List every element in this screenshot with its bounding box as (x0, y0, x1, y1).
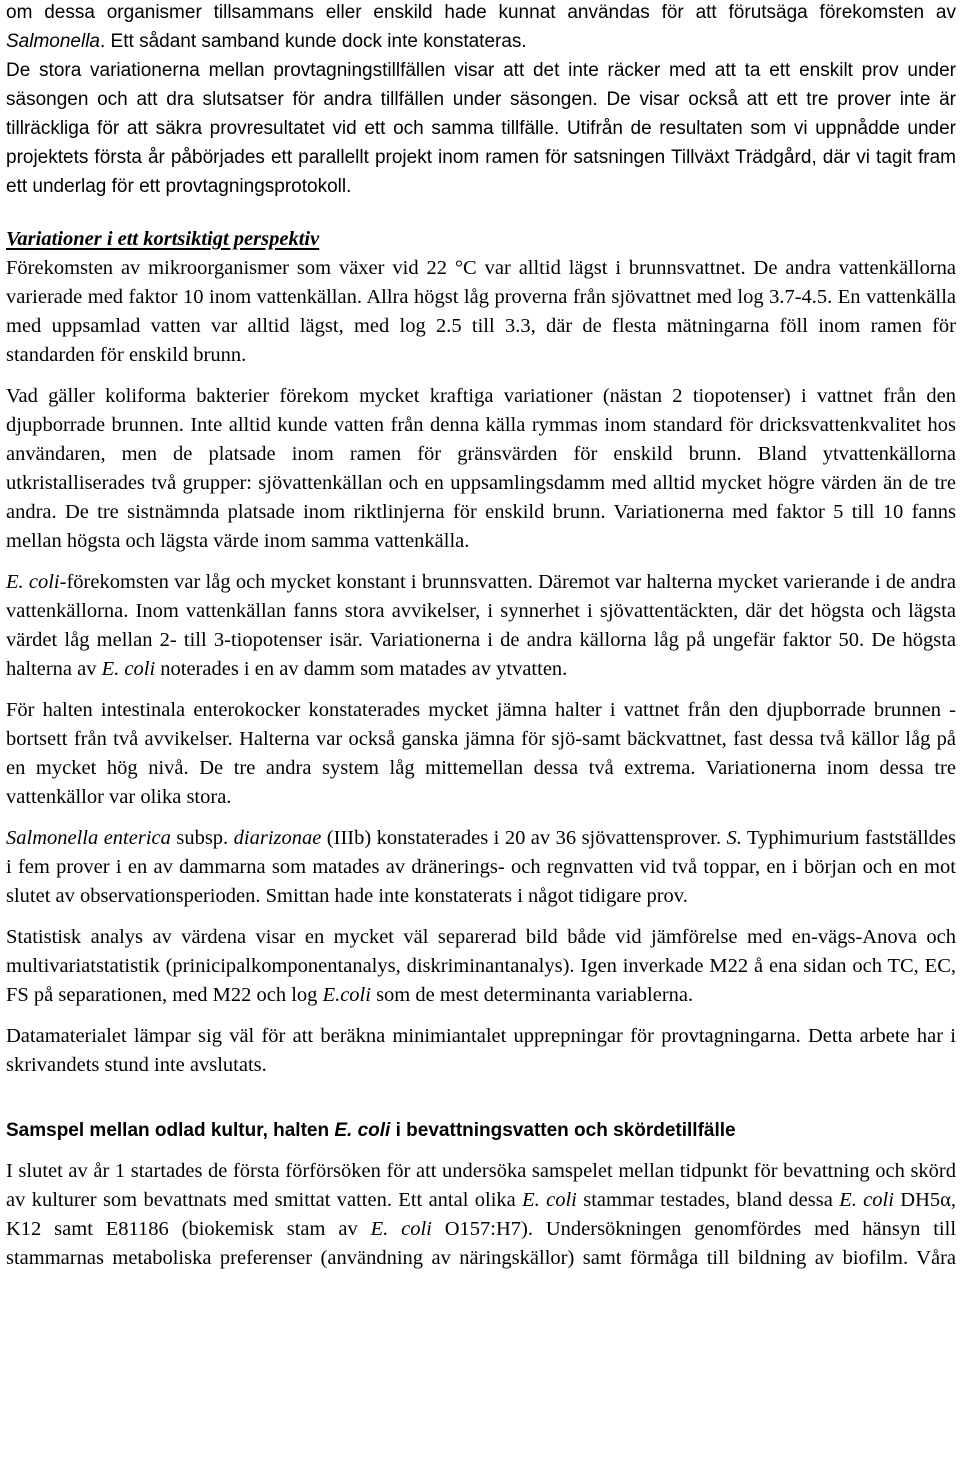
text-run: . Ett sådant samband kunde dock inte konstateras. (100, 31, 527, 52)
heading-run: Samspel mellan odlad kultur, halten (6, 1120, 335, 1141)
text-run: (IIIb) konstaterades i 20 av 36 sjövattensprover. (321, 827, 727, 849)
text-run: Statistisk analys av värdena visar en mycket väl separerad bild både vid jämförelse med en-vägs-Anova och multivariatstatistik (prinicipalkomponentanalys, diskriminantanalys). Igen inverkade M22 å ena sidan och TC, EC, FS på separationen, med M22 och log (6, 926, 956, 1006)
organism-name: Salmonella (6, 31, 100, 52)
text-run: DH5α, K12 samt E81186 (biokemisk stam av (6, 1189, 957, 1240)
organism-name: E. coli (839, 1189, 894, 1211)
paragraph-data-material: Datamaterialet lämpar sig väl för att beräkna minimiantalet upprepningar för provtagningarna. Detta arbete har i skrivandets stund inte avslutats. (6, 1025, 956, 1076)
organism-name: E. coli (334, 1120, 391, 1141)
text-run: stammar testades, bland dessa (576, 1189, 840, 1211)
subheading-short-term-variation: Variationer i ett kortsiktigt perspektiv (6, 228, 320, 250)
text-run: -förekomsten var låg och mycket konstant i brunnsvatten. Däremot var halterna mycket varierande i de andra vattenkällorna. Inom vattenkällan fanns stora avvikelser, i synnerhet i sjövattentäckten, där det högsta och lägsta värdet låg mellan 2- till 3-tiopotenser isär. Variationerna i de andra källorna låg på ungefär faktor 50. De högsta halterna av (6, 571, 957, 680)
paragraph-enterococci: För halten intestinala enterokocker konstaterades mycket jämna halter i vattnet från den djupborrade brunnen - bortsett från två avvikelser. Halterna var också ganska jämna för sjö-samt bäckvattnet, fast dessa två källor låg på en mycket hög nivå. De tre andra system låg mittemellan dessa två extrema. Variationerna inom dessa tre vattenkällor var olika stora. (6, 699, 956, 808)
text-run: O157:H7). Undersökningen genomfördes med hänsyn till stammarnas metaboliska preferenser (användning av näringskällor) samt förmåga till bildning av biofilm. Våra (6, 1218, 957, 1269)
text-run: I slutet av år 1 startades de första förförsöken för att undersöka samspelet mellan tidpunkt för bevattning och skörd av kulturer som bevattnats med smittat vatten. Ett antal olika (6, 1160, 956, 1211)
paragraph-coliform-bacteria: Vad gäller koliforma bakterier förekom mycket kraftiga variationer (nästan 2 tiopotenser) i vattnet från den djupborrade brunnen. Inte alltid kunde vatten från denna källa rymmas inom standard för dricksvattenkvalitet hos användaren, men de platsade inom ramen för gränsvärden för enskild brunn. Bland ytvattenkällorna utkristalliserades två grupper: sjövattenkällan och en uppsamlingsdamm med alltid mycket högre värden än de tre andra. De tre sistnämnda platsade inom riktlinjerna för enskild brunn. Variationerna med faktor 5 till 10 fanns mellan högsta och lägsta värde inom samma vattenkälla. (6, 385, 956, 552)
paragraph-pilot-trials (6, 1157, 956, 1273)
section-heading-interaction (6, 1116, 956, 1145)
organism-name: E.coli (322, 984, 371, 1006)
text-run: subsp. (170, 827, 234, 849)
organism-name: E. coli (101, 658, 156, 680)
text-run: Typhimurium fastställdes i fem prover i en av dammarna som matades av dränerings- och regnvatten vid två toppar, en i början och en mot slutet av observationsperioden. Smittan hade inte konstaterats i något tidigare prov. (6, 827, 956, 907)
organism-name: Salmonella enterica (6, 827, 171, 849)
paragraph-sampling-variation: De stora variationerna mellan provtagningstillfällen visar att det inte räcker med att ta ett enskilt prov under säsongen och att dra slutsatser för andra tillfällen under säsongen. De visar också att ett tre prover inte är tillräckliga för att säkra provresultatet vid ett och samma tillfälle. Utifrån de resultaten som vi uppnådde under projektets första år påbörjades ett parallellt projekt inom ramen för satsningen Tillväxt Trädgård, där vi tagit fram ett underlag för ett provtagningsprotokoll. (6, 60, 956, 197)
paragraph-statistical-analysis (6, 923, 956, 1010)
paragraph-salmonella-findings (6, 824, 956, 911)
paragraph-microorganisms-22c: Förekomsten av mikroorganismer som växer vid 22 °C var alltid lägst i brunnsvattnet. De andra vattenkällorna varierade med faktor 10 inom vattenkällan. Allra högst låg proverna från sjövattnet med log 3.7-4.5. En vattenkälla med uppsamlad vatten var alltid lägst, med log 2.5 till 3.3, där de flesta mätningarna föll inom ramen för standarden för enskild brunn. (6, 257, 956, 366)
organism-name: E. coli (370, 1218, 432, 1240)
text-run: som de mest determinanta variablerna. (370, 984, 694, 1006)
organism-name: E. coli (522, 1189, 577, 1211)
paragraph-e-coli-occurrence (6, 568, 956, 684)
text-run: om dessa organismer tillsammans eller enskild hade kunnat användas för att förutsäga förekomsten av (6, 2, 956, 23)
organism-name: E. coli (6, 571, 60, 593)
text-run: noterades i en av damm som matades av ytvatten. (155, 658, 568, 680)
paragraph-salmonella-prediction (6, 0, 956, 56)
document-page (6, 0, 956, 1273)
organism-name: S. (726, 827, 742, 849)
organism-name: diarizonae (233, 827, 322, 849)
heading-run: i bevattningsvatten och skördetillfälle (390, 1120, 736, 1141)
